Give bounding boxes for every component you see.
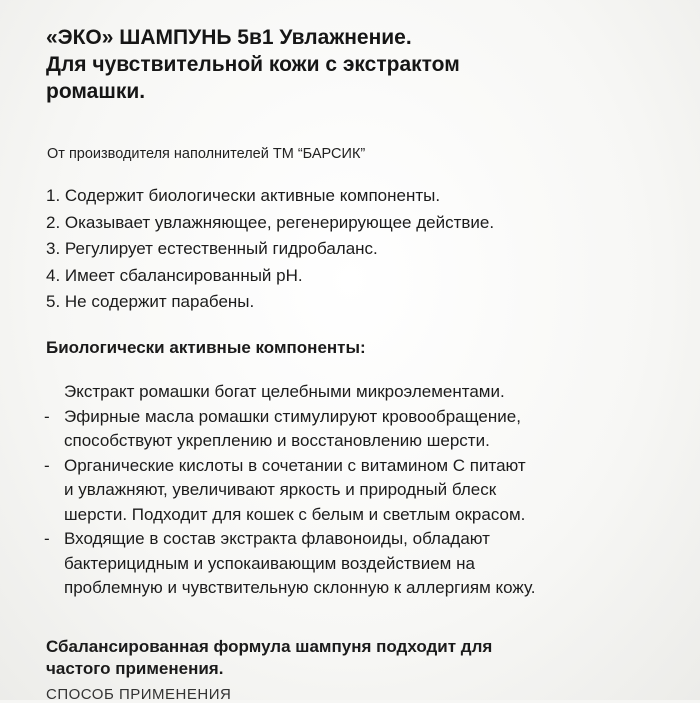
components-intro: Экстракт ромашки богат целебными микроэлементами. xyxy=(64,382,505,401)
product-title xyxy=(46,24,666,105)
component-point-line: бактерицидным и успокаивающим воздействием на xyxy=(64,553,475,573)
feature-item: 2. Оказывает увлажняющее, регенерирующее действие. xyxy=(46,212,495,232)
feature-item: 5. Не содержит парабены. xyxy=(46,292,255,311)
feature-item: 1. Содержит биологически активные компоненты. xyxy=(46,186,441,205)
product-title-line: Для чувствительной кожи с экстрактом xyxy=(46,53,460,76)
usage-heading-cutoff: СПОСОБ ПРИМЕНЕНИЯ xyxy=(46,686,232,703)
bullet-dash: - xyxy=(44,529,50,548)
component-point xyxy=(44,405,535,454)
components-description xyxy=(44,380,535,601)
component-point-line: и увлажняют, увеличивают яркость и природный блеск xyxy=(64,480,497,499)
product-title-line: «ЭКО» ШАМПУНЬ 5в1 Увлажнение. xyxy=(46,26,412,49)
component-point-line: шерсти. Подходит для кошек с белым и светлым окрасом. xyxy=(64,504,526,524)
component-point-line: Входящие в состав экстракта флавоноиды, обладают xyxy=(64,529,490,548)
formula-note xyxy=(46,636,492,680)
component-point-line: Органические кислоты в сочетании с витамином С питают xyxy=(64,455,526,475)
manufacturer-note: От производителя наполнителей ТМ “БАРСИК” xyxy=(47,146,366,162)
component-point-line: Эфирные масла ромашки стимулируют кровообращение, xyxy=(64,406,521,426)
product-title-line: ромашки. xyxy=(46,80,146,103)
component-point xyxy=(44,454,535,528)
component-point-line: способствуют укреплению и восстановлению шерсти. xyxy=(64,431,490,450)
section-heading-components: Биологически активные компоненты: xyxy=(46,338,366,357)
feature-list xyxy=(46,183,494,316)
component-point-line: проблемную и чувствительную склонную к аллергиям кожу. xyxy=(64,578,536,597)
formula-note-line: частого применения. xyxy=(46,659,224,678)
feature-item: 4. Имеет сбалансированный pH. xyxy=(46,265,303,285)
formula-note-line: Сбалансированная формула шампуня подходит для xyxy=(46,637,493,656)
bullet-dash: - xyxy=(44,406,50,426)
components-points xyxy=(44,405,535,601)
feature-item: 3. Регулирует естественный гидробаланс. xyxy=(46,239,378,258)
component-point xyxy=(44,527,535,601)
bullet-dash: - xyxy=(44,455,50,475)
